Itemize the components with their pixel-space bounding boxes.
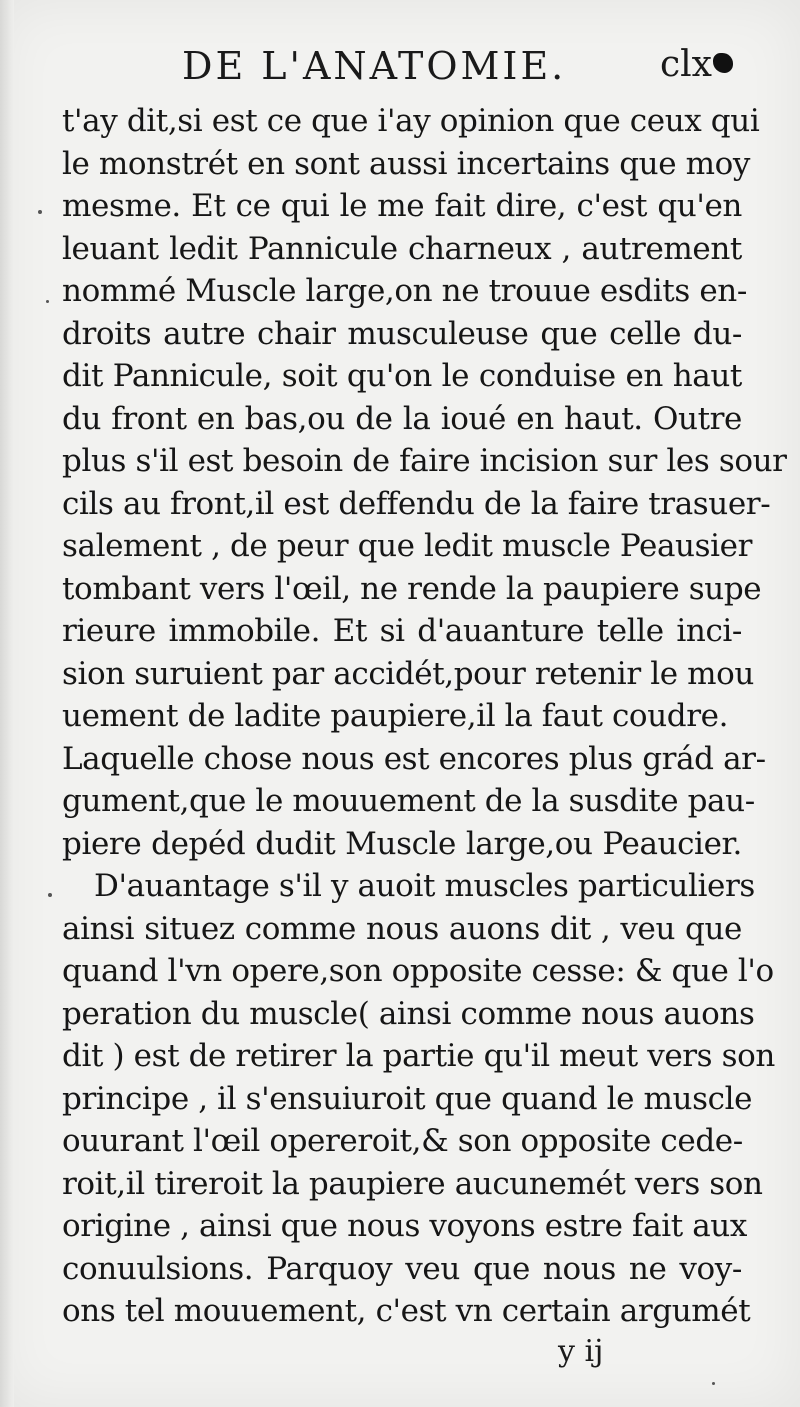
text-line: D'auantage s'il y auoit muscles particuliers [94,868,755,904]
text-line: gument,que le mouuement de la susdite pau- [62,783,755,819]
text-line: quand l'vn opere,son opposite cesse: & que l'o [62,953,774,989]
ink-speck [46,300,49,303]
ink-speck [48,893,52,897]
text-line: le monstrét en sont aussi incertains que moy [62,145,750,182]
text-line: ouurant l'œil opereroit,& son opposite cede- [62,1123,743,1159]
text-line: mesme. Et ce qui le me fait dire, c'est qu'en [62,188,742,224]
text-line: conuulsions. Parquoy veu que nous ne voy- [62,1250,742,1287]
text-line: roit,il tireroit la paupiere aucunemét vers son [62,1165,763,1202]
text-line: sion suruient par accidét,pour retenir le mou [62,655,754,692]
ink-speck [712,1382,715,1385]
body-text [62,100,787,1333]
text-line: salement , de peur que ledit muscle Peausier [62,528,752,564]
text-line: Laquelle chose nous est encores plus grád ar- [62,740,766,777]
text-line: principe , il s'ensuiuroit que quand le muscle [62,1080,753,1117]
text-line: tombant vers l'œil, ne rende la paupiere supe [62,570,762,607]
running-title: DE L'ANATOMIE. [182,44,567,88]
ink-speck [38,210,42,214]
text-line: piere depéd dudit Muscle large,ou Peaucier. [62,825,742,862]
folio-text: clx [660,44,712,85]
text-line: cils au front,il est deffendu de la faire trasuer- [62,485,771,522]
text-line: uement de ladite paupiere,il la faut coudre. [62,698,729,734]
ink-blot-icon [713,53,733,73]
text-line: peration du muscle( ainsi comme nous auons [62,995,755,1032]
text-line: ainsi situez comme nous auons dit , veu que [62,910,742,947]
page-header [0,44,800,100]
text-line: rieure immobile. Et si d'auanture telle inci- [62,613,742,649]
page-gutter-shadow [0,0,14,1407]
text-line: droits autre chair musculeuse que celle du- [62,315,742,352]
folio-number [660,44,733,85]
text-line: t'ay dit,si est ce que i'ay opinion que ceux qui [62,103,760,139]
text-line: plus s'il est besoin de faire incision sur les sour [62,443,787,479]
text-line: nommé Muscle large,on ne trouue esdits en- [62,273,747,309]
text-line: dit ) est de retirer la partie qu'il meut vers son [62,1038,775,1074]
text-line: dit Pannicule, soit qu'on le conduise en haut [62,358,742,394]
text-line: ons tel mouuement, c'est vn certain argumét [62,1293,751,1329]
text-line: du front en bas,ou de la ioué en haut. Outre [62,400,742,437]
text-line: origine , ainsi que nous voyons estre fait aux [62,1208,747,1244]
text-line: leuant ledit Pannicule charneux , autrement [62,230,742,267]
signature-mark: y ij [558,1334,604,1369]
